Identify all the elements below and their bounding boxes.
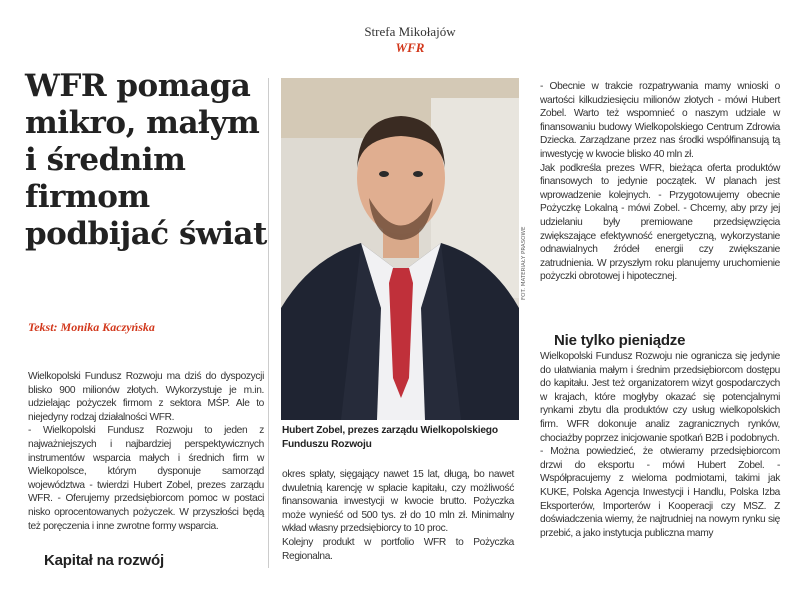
portrait-illustration <box>281 78 519 420</box>
column-3 <box>540 80 780 284</box>
article-byline: Tekst: Monika Kaczyńska <box>28 320 155 334</box>
subheading-nie-tylko: Nie tylko pieniądze <box>554 332 686 349</box>
paragraph: Wielkopolski Fundusz Rozwoju nie ogranicza się jedynie do ułatwiania małym i średnim przedsiębiorcom dostępu do kapitału. Jest też organizatorem wizyt gospodarczych w krajach, które mogłyby okazać się potencjalnymi rynkami zbytu dla produktów czy usług wielkopolskich firm. WFR dokonuje analiz zagranicznych rynków, chociażby poprzez inicjowanie spotkań B2B i podobnych. <box>540 351 780 444</box>
column-2 <box>282 468 514 563</box>
column-1 <box>28 370 264 533</box>
section-header <box>300 24 520 56</box>
paragraph: Jak podkreśla prezes WFR, bieżąca oferta produktów finansowych to jedynie początek. W planach jest wprowadzenie kolejnych. - Przygotowujemy obecnie Pożyczkę Lokalną - mówi Zobel. - Chcemy, aby przy jej udzielaniu były premiowane przedsięwzięcia zwiększające efektywność energetyczną, wykorzystanie odnawialnych źródeł energii czy zwiększanie zatrudnienia. W przyszłym roku planujemy uruchomienie pożyczki obrotowej i hipotecznej. <box>540 162 780 283</box>
portrait-photo <box>281 78 519 420</box>
section-title: Strefa Mikołajów <box>364 24 456 39</box>
column-divider <box>268 78 269 568</box>
article-headline: WFR pomaga mikro, małym i średnim firmom podbijać świat <box>25 68 267 252</box>
column-3-continued <box>540 350 780 540</box>
paragraph: okres spłaty, sięgający nawet 15 lat, długą, bo nawet dwuletnią karencję w spłacie kapitału, czy możliwość finansowania inwestycji w kwocie brutto. Pożyczka może wynieść od 500 tys. zł do 10 mln zł. Minimalny wkład własny przedsiębiorcy to 10 proc. <box>282 469 514 535</box>
paragraph: - Obecnie w trakcie rozpatrywania mamy wnioski o wartości kilkudziesięciu milionów złotych - mówi Hubert Zobel. Warto też wspomnieć o naszym udziale w finansowaniu budowy Wielkopolskiego Centrum Zdrowia Dziecka. Zarządzane przez nas środki współfinansują tą inwestycję w kwocie blisko 40 mln zł. <box>540 81 780 160</box>
section-subtitle: WFR <box>395 40 425 55</box>
photo-caption: Hubert Zobel, prezes zarządu Wielkopolskiego Funduszu Rozwoju <box>282 425 498 450</box>
photo-credit: FOT. MATERIAŁY PRASOWE <box>521 226 527 300</box>
paragraph: Wielkopolski Fundusz Rozwoju ma dziś do dyspozycji blisko 900 milionów złotych. Wykorzystuje je m.in. udzielając pożyczek firmom z sektora MŚP. Ale to niejedyny rodzaj działalności WFR. <box>28 371 264 423</box>
paragraph: Kolejny produkt w portfolio WFR to Pożyczka Regionalna. <box>282 536 514 562</box>
subheading-kapital: Kapitał na rozwój <box>44 552 164 569</box>
paragraph: - Wielkopolski Fundusz Rozwoju to jeden z najważniejszych i najbardziej perspektywicznych instrumentów wsparcia małych i średnich firm w Wielkopolsce, którym dysponuje samorząd województwa - twierdzi Hubert Zobel, prezes zarządu WFR. - Oferujemy przedsiębiorcom pomoc w postaci nisko oprocentowanych pożyczek. W przyszłości będą też poręczenia i inne zwrotne formy wsparcia. <box>28 425 264 532</box>
paragraph: - Można powiedzieć, że otwieramy przedsiębiorcom drzwi do eksportu - mówi Hubert Zobel. - Współpracujemy z wieloma podmiotami, takimi jak KUKE, Polska Agencja Inwestycji i Handlu, Polska Izba Eksporterów, Importerów i Kooperacji czy MSZ. Z doświadczenia wiemy, że najtrudniej na nowym rynku się przebić, a jako instytucja publiczna mamy <box>540 446 780 539</box>
